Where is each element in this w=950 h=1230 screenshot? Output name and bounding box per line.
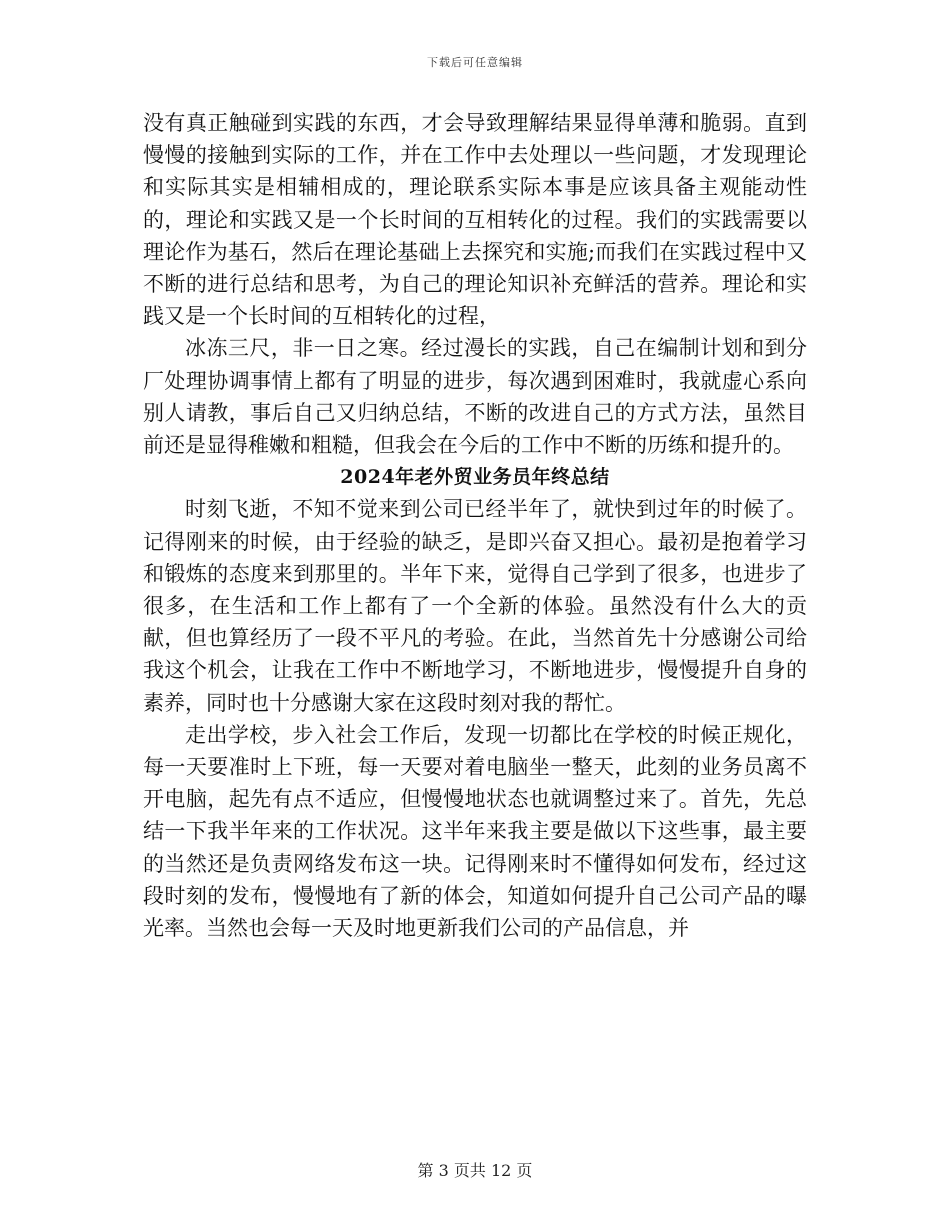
section-title: 2024年老外贸业务员年终总结 [340,466,610,489]
paragraph-2: 冰冻三尺，非一日之寒。经过漫长的实践，自己在编制计划和到分厂处理协调事情上都有了明显的进步，每次遇到困难时，我就虚心系向别人请教，事后自己又归纳总结，不断的改进自己的方式方法，虽然目前还是显得稚嫩和粗糙，但我会在今后的工作中不断的历练和提升的。 [143,336,807,458]
paragraph-4: 走出学校，步入社会工作后，发现一切都比在学校的时候正规化，每一天要准时上下班，每一天要对着电脑坐一整天，此刻的业务员离不开电脑，起先有点不适应，但慢慢地状态也就调整过来了。首先，先总结一下我半年来的工作状况。这半年来我主要是做以下这些事，最主要的当然还是负责网络发布这一块。记得刚来时不懂得如何发布，经过这段时刻的发布，慢慢地有了新的体会，知道如何提升自己公司产品的曝光率。当然也会每一天及时地更新我们公司的产品信息，并 [143,722,807,941]
page-footer: 第 3 页共 12 页 [417,1161,533,1180]
page-header: 下载后可任意编辑 [427,56,523,69]
paragraph-1: 没有真正触碰到实践的东西，才会导致理解结果显得单薄和脆弱。直到慢慢的接触到实际的工作，并在工作中去处理以一些问题，才发现理论和实际其实是相辅相成的，理论联系实际本事是应该具备主观能动性的，理论和实践又是一个长时间的互相转化的过程。我们的实践需要以理论作为基石，然后在理论基础上去探究和实施;而我们在实践过程中又不断的进行总结和思考，为自己的理论知识补充鲜活的营养。理论和实践又是一个长时间的互相转化的过程， [143,111,807,329]
paragraph-3: 时刻飞逝，不知不觉来到公司已经半年了，就快到过年的时候了。记得刚来的时候，由于经验的缺乏，是即兴奋又担心。最初是抱着学习和锻炼的态度来到那里的。半年下来，觉得自己学到了很多，也进步了很多，在生活和工作上都有了一个全新的体验。虽然没有什么大的贡献，但也算经历了一段不平凡的考验。在此，当然首先十分感谢公司给我这个机会，让我在工作中不断地学习，不断地进步，慢慢提升自身的素养，同时也十分感谢大家在这段时刻对我的帮忙。 [143,497,807,715]
document-body [143,107,807,944]
